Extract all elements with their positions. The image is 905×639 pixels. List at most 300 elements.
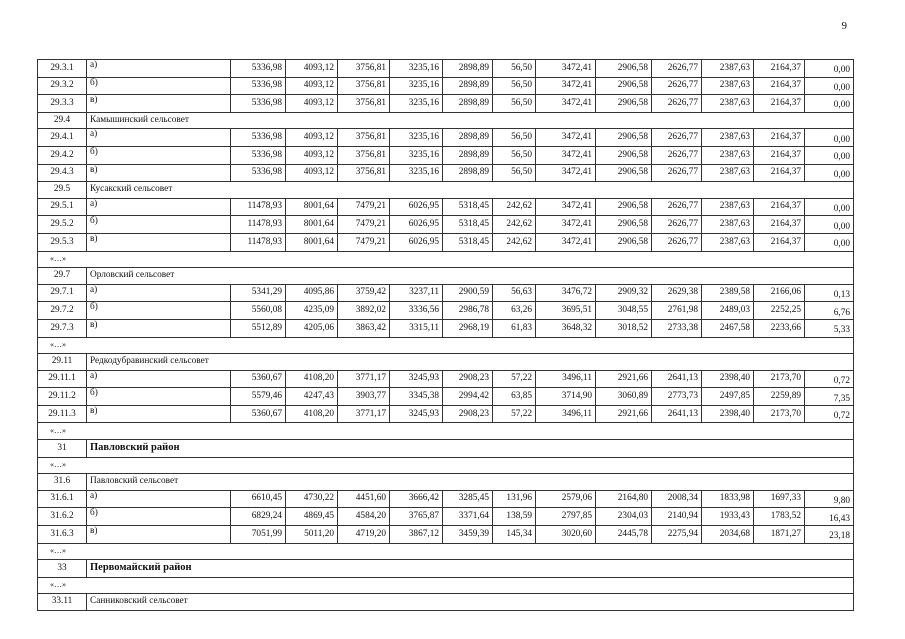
value-cell: 5336,98 (231, 77, 286, 95)
value-cell: 1933,43 (702, 508, 754, 526)
value-cell: 5318,45 (443, 216, 493, 234)
value-cell: 5336,98 (231, 60, 286, 78)
value-cell: 0,00 (805, 216, 854, 234)
value-cell: 7,35 (805, 388, 854, 406)
value-cell: 0,00 (805, 77, 854, 95)
row-code-cell: 29.3.2 (38, 77, 87, 95)
value-cell: 6,76 (805, 302, 854, 320)
row-code-cell: 29.4.1 (38, 129, 87, 147)
value-cell: 3695,51 (536, 302, 596, 320)
value-cell: 56,50 (493, 164, 536, 182)
omission-marker-cell: «…» (38, 251, 854, 268)
value-cell: 2164,37 (754, 129, 805, 147)
value-cell: 2626,77 (652, 129, 702, 147)
value-cell: 4093,12 (286, 146, 338, 164)
section-header-row (38, 268, 854, 285)
value-cell: 3765,87 (390, 508, 443, 526)
value-cell: 3345,38 (390, 388, 443, 406)
table-row (38, 490, 854, 508)
value-cell: 3756,81 (338, 164, 390, 182)
value-cell: 2986,78 (443, 302, 493, 320)
value-cell: 63,85 (493, 388, 536, 406)
value-cell: 3756,81 (338, 95, 390, 113)
value-cell: 2898,89 (443, 146, 493, 164)
section-code-cell: 29.5 (38, 182, 87, 199)
table-body (38, 60, 854, 611)
value-cell: 6829,24 (231, 508, 286, 526)
value-cell: 0,13 (805, 284, 854, 302)
value-cell: 2968,19 (443, 319, 493, 337)
value-cell: 3472,41 (536, 233, 596, 251)
omission-row (38, 577, 854, 594)
value-cell: 3285,45 (443, 490, 493, 508)
table-row (38, 233, 854, 251)
row-subitem-cell: в) (87, 405, 231, 423)
value-cell: 1871,27 (754, 525, 805, 543)
value-cell: 2733,38 (652, 319, 702, 337)
value-cell: 3476,72 (536, 284, 596, 302)
value-cell: 4869,45 (286, 508, 338, 526)
value-cell: 3472,41 (536, 129, 596, 147)
value-cell: 63,26 (493, 302, 536, 320)
section-header-row (38, 112, 854, 129)
row-subitem-cell: в) (87, 525, 231, 543)
value-cell: 5360,67 (231, 370, 286, 388)
value-cell: 23,18 (805, 525, 854, 543)
table-row (38, 284, 854, 302)
value-cell: 4093,12 (286, 60, 338, 78)
value-cell: 2252,25 (754, 302, 805, 320)
value-cell: 3235,16 (390, 77, 443, 95)
region-title-cell: Павловский район (87, 440, 854, 458)
table-row (38, 216, 854, 234)
value-cell: 5341,29 (231, 284, 286, 302)
value-cell: 2761,98 (652, 302, 702, 320)
value-cell: 3756,81 (338, 77, 390, 95)
table-row (38, 129, 854, 147)
value-cell: 56,63 (493, 284, 536, 302)
value-cell: 1833,98 (702, 490, 754, 508)
row-code-cell: 29.5.1 (38, 198, 87, 216)
row-code-cell: 31.6.3 (38, 525, 87, 543)
value-cell: 5318,45 (443, 233, 493, 251)
value-cell: 2387,63 (702, 233, 754, 251)
value-cell: 2398,40 (702, 405, 754, 423)
section-header-row (38, 474, 854, 491)
value-cell: 7479,21 (338, 198, 390, 216)
value-cell: 2906,58 (596, 164, 652, 182)
row-subitem-cell: б) (87, 146, 231, 164)
value-cell: 2164,37 (754, 216, 805, 234)
value-cell: 3048,55 (596, 302, 652, 320)
section-code-cell: 29.4 (38, 112, 87, 129)
row-code-cell: 29.11.2 (38, 388, 87, 406)
value-cell: 0,72 (805, 370, 854, 388)
value-cell: 16,43 (805, 508, 854, 526)
value-cell: 3472,41 (536, 77, 596, 95)
table-row (38, 77, 854, 95)
value-cell: 3060,89 (596, 388, 652, 406)
omission-marker-cell: «…» (38, 457, 854, 474)
value-cell: 2898,89 (443, 95, 493, 113)
value-cell: 2166,06 (754, 284, 805, 302)
value-cell: 2626,77 (652, 95, 702, 113)
value-cell: 2626,77 (652, 77, 702, 95)
value-cell: 2164,37 (754, 233, 805, 251)
value-cell: 3472,41 (536, 216, 596, 234)
value-cell: 2626,77 (652, 164, 702, 182)
value-cell: 2908,23 (443, 405, 493, 423)
value-cell: 2898,89 (443, 129, 493, 147)
value-cell: 3496,11 (536, 405, 596, 423)
value-cell: 2008,34 (652, 490, 702, 508)
omission-marker-cell: «…» (38, 337, 854, 354)
value-cell: 3371,64 (443, 508, 493, 526)
region-code-cell: 31 (38, 440, 87, 458)
value-cell: 2489,03 (702, 302, 754, 320)
row-code-cell: 29.11.1 (38, 370, 87, 388)
row-subitem-cell: б) (87, 302, 231, 320)
region-header-row (38, 560, 854, 578)
section-title-cell: Редкодубравинский сельсовет (87, 354, 854, 371)
value-cell: 3756,81 (338, 146, 390, 164)
value-cell: 2906,58 (596, 60, 652, 78)
value-cell: 6026,95 (390, 198, 443, 216)
value-cell: 7051,99 (231, 525, 286, 543)
value-cell: 2140,94 (652, 508, 702, 526)
value-cell: 1697,33 (754, 490, 805, 508)
value-cell: 2164,37 (754, 77, 805, 95)
value-cell: 2233,66 (754, 319, 805, 337)
value-cell: 2626,77 (652, 216, 702, 234)
page-number: 9 (841, 20, 847, 32)
value-cell: 0,00 (805, 95, 854, 113)
value-cell: 2773,73 (652, 388, 702, 406)
value-cell: 2387,63 (702, 60, 754, 78)
value-cell: 4093,12 (286, 77, 338, 95)
value-cell: 1783,52 (754, 508, 805, 526)
value-cell: 0,00 (805, 129, 854, 147)
section-header-row (38, 594, 854, 611)
value-cell: 5560,08 (231, 302, 286, 320)
value-cell: 3714,90 (536, 388, 596, 406)
table-row (38, 525, 854, 543)
value-cell: 2921,66 (596, 370, 652, 388)
value-cell: 4093,12 (286, 129, 338, 147)
value-cell: 5318,45 (443, 198, 493, 216)
table-row (38, 146, 854, 164)
value-cell: 2626,77 (652, 60, 702, 78)
value-cell: 11478,93 (231, 198, 286, 216)
value-cell: 2906,58 (596, 198, 652, 216)
value-cell: 4451,60 (338, 490, 390, 508)
row-subitem-cell: в) (87, 164, 231, 182)
value-cell: 2626,77 (652, 198, 702, 216)
value-cell: 9,80 (805, 490, 854, 508)
omission-marker-cell: «…» (38, 543, 854, 560)
value-cell: 145,34 (493, 525, 536, 543)
value-cell: 138,59 (493, 508, 536, 526)
omission-marker-cell: «…» (38, 577, 854, 594)
value-cell: 2304,03 (596, 508, 652, 526)
value-cell: 2398,40 (702, 370, 754, 388)
section-header-row (38, 182, 854, 199)
value-cell: 3235,16 (390, 164, 443, 182)
value-cell: 6610,45 (231, 490, 286, 508)
value-cell: 2626,77 (652, 146, 702, 164)
table-row (38, 302, 854, 320)
value-cell: 4719,20 (338, 525, 390, 543)
value-cell: 4095,86 (286, 284, 338, 302)
value-cell: 2387,63 (702, 129, 754, 147)
value-cell: 2164,37 (754, 198, 805, 216)
value-cell: 5336,98 (231, 164, 286, 182)
value-cell: 3903,77 (338, 388, 390, 406)
value-cell: 3756,81 (338, 60, 390, 78)
value-cell: 3756,81 (338, 129, 390, 147)
value-cell: 2921,66 (596, 405, 652, 423)
value-cell: 0,00 (805, 60, 854, 78)
row-subitem-cell: в) (87, 319, 231, 337)
value-cell: 3759,42 (338, 284, 390, 302)
value-cell: 2164,37 (754, 60, 805, 78)
row-subitem-cell: а) (87, 198, 231, 216)
value-cell: 3771,17 (338, 370, 390, 388)
value-cell: 2906,58 (596, 146, 652, 164)
value-cell: 0,00 (805, 146, 854, 164)
value-cell: 6026,95 (390, 233, 443, 251)
row-code-cell: 29.4.2 (38, 146, 87, 164)
value-cell: 131,96 (493, 490, 536, 508)
value-cell: 0,72 (805, 405, 854, 423)
value-cell: 2908,23 (443, 370, 493, 388)
omission-row (38, 543, 854, 560)
value-cell: 2387,63 (702, 216, 754, 234)
value-cell: 3472,41 (536, 95, 596, 113)
section-title-cell: Кусакский сельсовет (87, 182, 854, 199)
value-cell: 3020,60 (536, 525, 596, 543)
value-cell: 3235,16 (390, 146, 443, 164)
value-cell: 3892,02 (338, 302, 390, 320)
value-cell: 2389,58 (702, 284, 754, 302)
value-cell: 5579,46 (231, 388, 286, 406)
value-cell: 3867,12 (390, 525, 443, 543)
row-subitem-cell: а) (87, 490, 231, 508)
value-cell: 56,50 (493, 129, 536, 147)
table-row (38, 164, 854, 182)
value-cell: 56,50 (493, 77, 536, 95)
value-cell: 2164,80 (596, 490, 652, 508)
value-cell: 2387,63 (702, 77, 754, 95)
value-cell: 8001,64 (286, 233, 338, 251)
row-code-cell: 29.5.2 (38, 216, 87, 234)
row-subitem-cell: а) (87, 129, 231, 147)
row-code-cell: 29.3.1 (38, 60, 87, 78)
value-cell: 56,50 (493, 146, 536, 164)
value-cell: 2797,85 (536, 508, 596, 526)
value-cell: 3472,41 (536, 60, 596, 78)
row-code-cell: 31.6.2 (38, 508, 87, 526)
omission-row (38, 457, 854, 474)
value-cell: 3472,41 (536, 146, 596, 164)
value-cell: 56,50 (493, 95, 536, 113)
value-cell: 2579,06 (536, 490, 596, 508)
value-cell: 2387,63 (702, 95, 754, 113)
row-subitem-cell: а) (87, 284, 231, 302)
value-cell: 8001,64 (286, 216, 338, 234)
value-cell: 0,00 (805, 233, 854, 251)
section-header-row (38, 354, 854, 371)
value-cell: 7479,21 (338, 233, 390, 251)
value-cell: 3245,93 (390, 370, 443, 388)
row-code-cell: 29.11.3 (38, 405, 87, 423)
value-cell: 3472,41 (536, 198, 596, 216)
value-cell: 3237,11 (390, 284, 443, 302)
value-cell: 3472,41 (536, 164, 596, 182)
value-cell: 4108,20 (286, 370, 338, 388)
value-cell: 2906,58 (596, 129, 652, 147)
value-cell: 3648,32 (536, 319, 596, 337)
table-row (38, 319, 854, 337)
table-row (38, 405, 854, 423)
value-cell: 2387,63 (702, 198, 754, 216)
section-title-cell: Санниковский сельсовет (87, 594, 854, 611)
value-cell: 4235,09 (286, 302, 338, 320)
section-code-cell: 33.11 (38, 594, 87, 611)
value-cell: 2641,13 (652, 405, 702, 423)
value-cell: 4730,22 (286, 490, 338, 508)
row-code-cell: 29.7.2 (38, 302, 87, 320)
value-cell: 11478,93 (231, 233, 286, 251)
value-cell: 11478,93 (231, 216, 286, 234)
value-cell: 2259,89 (754, 388, 805, 406)
omission-row (38, 337, 854, 354)
value-cell: 3235,16 (390, 129, 443, 147)
row-subitem-cell: а) (87, 60, 231, 78)
value-cell: 2275,94 (652, 525, 702, 543)
value-cell: 3666,42 (390, 490, 443, 508)
value-cell: 2173,70 (754, 405, 805, 423)
value-cell: 3336,56 (390, 302, 443, 320)
value-cell: 2629,38 (652, 284, 702, 302)
value-cell: 2626,77 (652, 233, 702, 251)
value-cell: 2906,58 (596, 233, 652, 251)
value-cell: 2173,70 (754, 370, 805, 388)
value-cell: 242,62 (493, 216, 536, 234)
row-code-cell: 29.3.3 (38, 95, 87, 113)
row-subitem-cell: б) (87, 77, 231, 95)
value-cell: 2164,37 (754, 146, 805, 164)
value-cell: 5336,98 (231, 146, 286, 164)
value-cell: 4093,12 (286, 164, 338, 182)
value-cell: 5336,98 (231, 95, 286, 113)
value-cell: 56,50 (493, 60, 536, 78)
value-cell: 3863,42 (338, 319, 390, 337)
value-cell: 4584,20 (338, 508, 390, 526)
row-subitem-cell: в) (87, 233, 231, 251)
table-row (38, 198, 854, 216)
value-cell: 2164,37 (754, 164, 805, 182)
value-cell: 3315,11 (390, 319, 443, 337)
value-cell: 3235,16 (390, 60, 443, 78)
value-cell: 2906,58 (596, 216, 652, 234)
value-cell: 5011,20 (286, 525, 338, 543)
omission-row (38, 251, 854, 268)
value-cell: 3771,17 (338, 405, 390, 423)
value-cell: 4247,43 (286, 388, 338, 406)
value-cell: 6026,95 (390, 216, 443, 234)
row-subitem-cell: б) (87, 388, 231, 406)
value-cell: 8001,64 (286, 198, 338, 216)
row-subitem-cell: в) (87, 95, 231, 113)
row-code-cell: 29.7.3 (38, 319, 87, 337)
value-cell: 2900,59 (443, 284, 493, 302)
value-cell: 3235,16 (390, 95, 443, 113)
value-cell: 3496,11 (536, 370, 596, 388)
value-cell: 3245,93 (390, 405, 443, 423)
value-cell: 3459,39 (443, 525, 493, 543)
row-code-cell: 29.7.1 (38, 284, 87, 302)
tariff-table (37, 59, 854, 611)
value-cell: 5336,98 (231, 129, 286, 147)
row-code-cell: 29.5.3 (38, 233, 87, 251)
section-code-cell: 31.6 (38, 474, 87, 491)
value-cell: 2164,37 (754, 95, 805, 113)
value-cell: 2906,58 (596, 77, 652, 95)
section-title-cell: Орловский сельсовет (87, 268, 854, 285)
omission-marker-cell: «…» (38, 423, 854, 440)
omission-row (38, 423, 854, 440)
value-cell: 61,83 (493, 319, 536, 337)
region-code-cell: 33 (38, 560, 87, 578)
value-cell: 57,22 (493, 405, 536, 423)
table-row (38, 508, 854, 526)
value-cell: 5360,67 (231, 405, 286, 423)
value-cell: 2898,89 (443, 77, 493, 95)
value-cell: 4093,12 (286, 95, 338, 113)
section-title-cell: Камышинский сельсовет (87, 112, 854, 129)
value-cell: 2909,32 (596, 284, 652, 302)
region-header-row (38, 440, 854, 458)
value-cell: 7479,21 (338, 216, 390, 234)
row-subitem-cell: б) (87, 508, 231, 526)
value-cell: 57,22 (493, 370, 536, 388)
value-cell: 4205,06 (286, 319, 338, 337)
value-cell: 2034,68 (702, 525, 754, 543)
section-code-cell: 29.11 (38, 354, 87, 371)
row-code-cell: 29.4.3 (38, 164, 87, 182)
value-cell: 242,62 (493, 233, 536, 251)
value-cell: 2387,63 (702, 146, 754, 164)
value-cell: 2898,89 (443, 60, 493, 78)
table-row (38, 388, 854, 406)
value-cell: 0,00 (805, 164, 854, 182)
region-title-cell: Первомайский район (87, 560, 854, 578)
table-row (38, 370, 854, 388)
value-cell: 5512,89 (231, 319, 286, 337)
value-cell: 2906,58 (596, 95, 652, 113)
value-cell: 242,62 (493, 198, 536, 216)
value-cell: 2898,89 (443, 164, 493, 182)
value-cell: 3018,52 (596, 319, 652, 337)
value-cell: 2641,13 (652, 370, 702, 388)
value-cell: 2387,63 (702, 164, 754, 182)
section-title-cell: Павловский сельсовет (87, 474, 854, 491)
table-row (38, 95, 854, 113)
value-cell: 2994,42 (443, 388, 493, 406)
row-code-cell: 31.6.1 (38, 490, 87, 508)
value-cell: 5,33 (805, 319, 854, 337)
